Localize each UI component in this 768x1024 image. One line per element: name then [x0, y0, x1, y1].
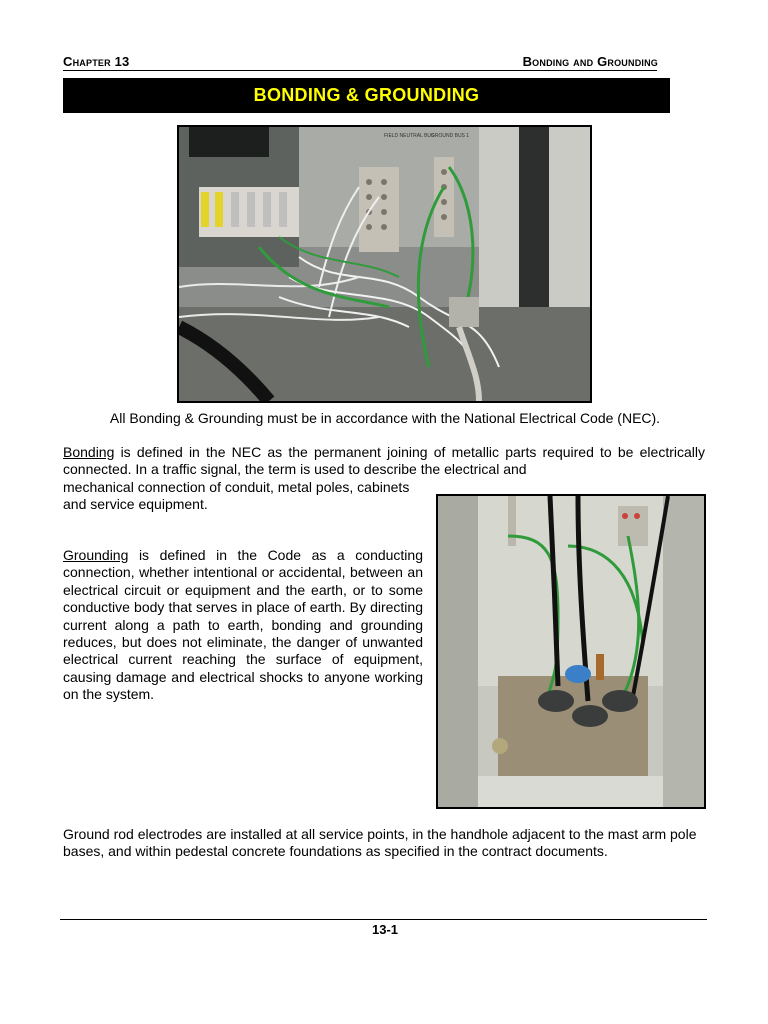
nec-caption: All Bonding & Grounding must be in accordance with the National Electrical Code (NEC). [109, 410, 661, 426]
page-title-text: BONDING & GROUNDING [253, 85, 480, 105]
grounding-term: Grounding [63, 547, 129, 563]
ground-rods-paragraph: Ground rod electrodes are installed at all service points, in the handhole adjacent to the mast arm pole bases, and within pedestal concrete foundations as specified in the contract documents. [63, 826, 697, 860]
grounding-paragraph [63, 547, 423, 704]
bonding-text-1: is defined in the NEC as the permanent joining of metallic parts required to be electrically connected. In a traffic signal, the term is used to describe the electrical and [63, 444, 705, 478]
ground-bus-label: GROUND BUS 1 [431, 133, 470, 139]
cabinet-bus-bars-photo [177, 125, 592, 403]
chapter-label: Chapter 13 [63, 54, 130, 69]
grounding-text: is defined in the Code as a conducting connection, whether intentional or accidental, between an electrical circuit or equipment and the earth, or to some conductive body that serves in place of earth. By directing current along a path to earth, bonding and grounding reduces, but does not eliminate, the danger of unwanted electrical current reaching the surface of equipment, causing damage and electrical shocks to anyone working on the system. [63, 547, 423, 703]
page-number: 13-1 [371, 922, 399, 937]
section-label: Bonding and Grounding [522, 54, 658, 69]
neutral-bus-label: FIELD NEUTRAL BUS [384, 133, 435, 139]
header-rule [63, 70, 657, 71]
bonding-paragraph-2: mechanical connection of conduit, metal poles, cabinets and service equipment. [63, 479, 410, 513]
page-title [63, 78, 670, 113]
pedestal-ground-rods-photo [436, 494, 706, 809]
bonding-term: Bonding [63, 444, 115, 460]
bonding-paragraph-1 [63, 444, 705, 479]
footer-rule [60, 919, 707, 920]
